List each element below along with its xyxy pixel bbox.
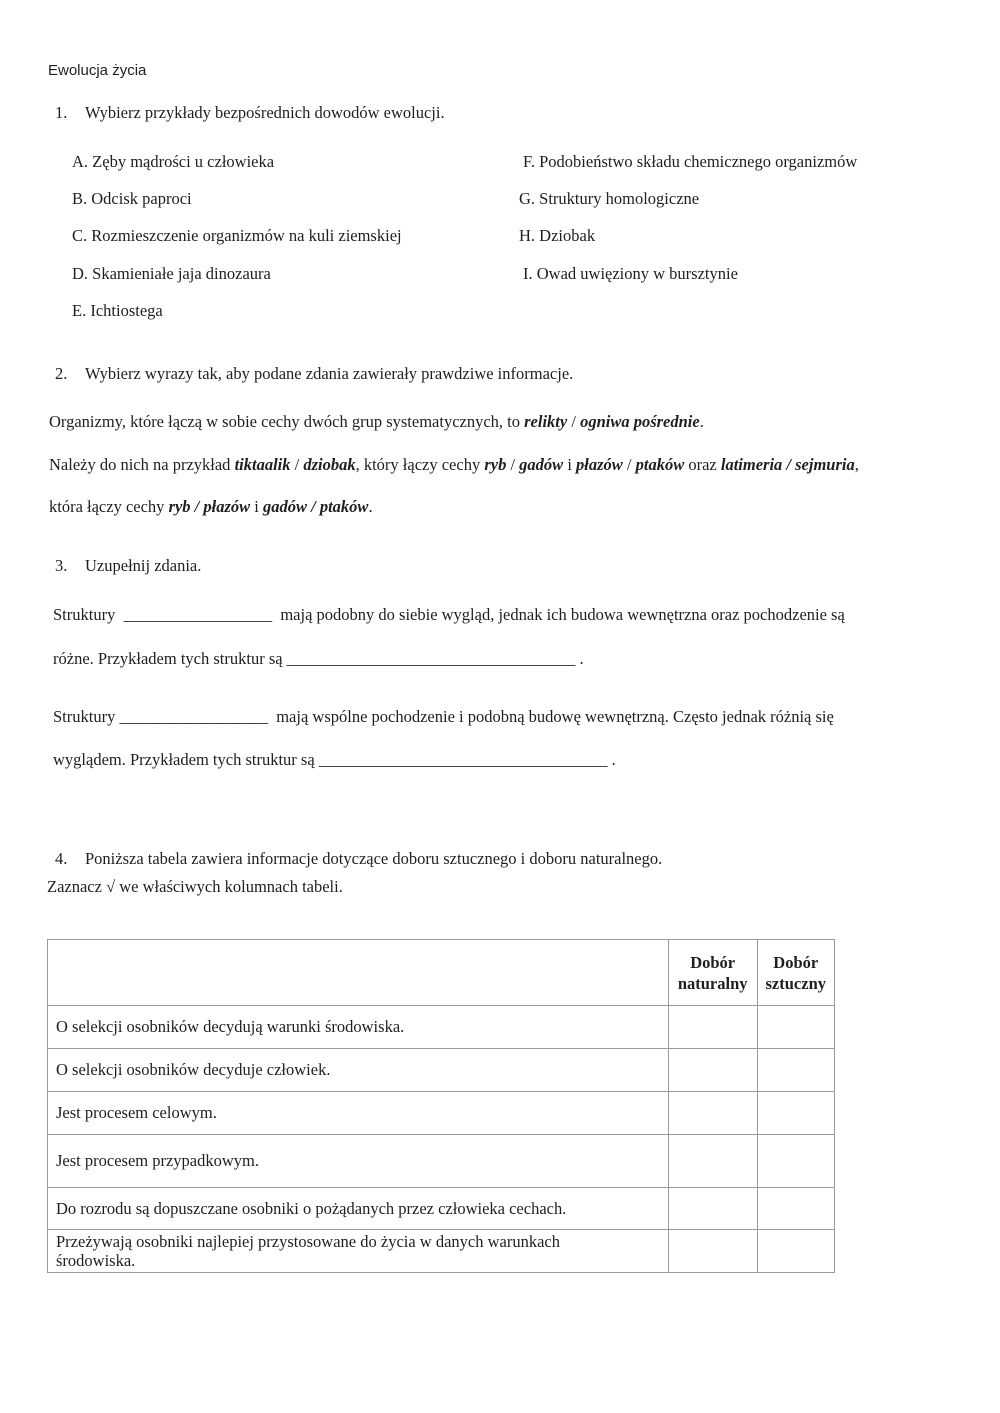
table-row	[48, 1230, 835, 1273]
checkbox-artificial[interactable]	[757, 1135, 834, 1188]
row-statement: Do rozrodu są dopuszczane osobniki o pożądanych przez człowieka cechach.	[48, 1188, 669, 1230]
checkbox-natural[interactable]	[668, 1230, 757, 1273]
choice-ryb[interactable]: ryb	[484, 455, 507, 474]
option-g[interactable]: G. Struktury homologiczne	[519, 189, 700, 208]
checkbox-natural[interactable]	[668, 1188, 757, 1230]
choice-gadow-ptakow[interactable]: gadów / ptaków	[263, 497, 369, 516]
q2-s2-text-2: , który łączy cechy	[355, 455, 485, 474]
table-row	[48, 1188, 835, 1230]
question-1-text: Wybierz przykłady bezpośrednich dowodów ewolucji.	[85, 103, 445, 122]
q2-s1-end: .	[699, 412, 704, 431]
q3-sentence-1b[interactable]: różne. Przykładem tych struktur są ___________________________________ .	[53, 649, 584, 668]
choice-dziobak[interactable]: dziobak	[303, 455, 356, 474]
option-i[interactable]: I. Owad uwięziony w bursztynie	[523, 264, 738, 283]
q2-s1-separator: /	[567, 412, 581, 431]
q2-s3-end: .	[368, 497, 373, 516]
q3-sentence-2a[interactable]: Struktury __________________ mają wspólne pochodzenie i podobną budowę wewnętrzną. Często jednak różnią się	[53, 707, 834, 726]
choice-plazow[interactable]: płazów	[576, 455, 623, 474]
q2-sentence-2	[49, 455, 859, 475]
col-artificial-line-2: sztuczny	[765, 973, 826, 993]
table-row	[48, 1135, 835, 1188]
col-natural-selection	[668, 940, 757, 1006]
row-statement-line-1: Przeżywają osobniki najlepiej przystosowane do życia w danych warunkach	[56, 1232, 560, 1251]
selection-table	[47, 939, 835, 1273]
choice-latimeria-sejmuria[interactable]: latimeria / sejmuria	[720, 455, 855, 474]
question-2	[55, 364, 573, 384]
table-row	[48, 1092, 835, 1135]
page-title: Ewolucja życia	[48, 62, 147, 79]
q2-s2-separator-3: /	[622, 455, 636, 474]
option-e[interactable]: E. Ichtiostega	[72, 301, 163, 320]
option-b[interactable]: B. Odcisk paproci	[72, 189, 192, 208]
choice-tiktaalik[interactable]: tiktaalik	[234, 455, 291, 474]
q2-s2-separator-1: /	[290, 455, 304, 474]
question-4	[55, 849, 662, 869]
row-statement: O selekcji osobników decyduje człowiek.	[48, 1049, 669, 1092]
table-row	[48, 1049, 835, 1092]
q2-s1-text: Organizmy, które łączą w sobie cechy dwóch grup systematycznych, to	[49, 412, 525, 431]
question-3-number: 3.	[55, 556, 68, 575]
q2-s3-text-1: która łączy cechy	[49, 497, 169, 516]
table-row	[48, 1006, 835, 1049]
row-statement	[48, 1230, 669, 1273]
option-h[interactable]: H. Dziobak	[519, 226, 596, 245]
q3-sentence-1a[interactable]: Struktury __________________ mają podobny do siebie wygląd, jednak ich budowa wewnętrzna oraz pochodzenie są	[53, 605, 845, 624]
checkbox-natural[interactable]	[668, 1092, 757, 1135]
option-c[interactable]: C. Rozmieszczenie organizmów na kuli ziemskiej	[72, 226, 402, 245]
q2-sentence-3	[49, 497, 373, 517]
col-natural-line-1: Dobór	[690, 952, 736, 972]
question-4-number: 4.	[55, 849, 68, 868]
checkbox-artificial[interactable]	[757, 1188, 834, 1230]
table-header-row	[48, 940, 835, 1006]
option-f[interactable]: F. Podobieństwo składu chemicznego organizmów	[523, 152, 858, 171]
option-d[interactable]: D. Skamieniałe jaja dinozaura	[72, 264, 271, 283]
table-header-empty	[48, 940, 669, 1006]
choice-ogniwa-posrednie[interactable]: ogniwa pośrednie	[580, 412, 700, 431]
question-1	[55, 103, 445, 123]
checkbox-natural[interactable]	[668, 1049, 757, 1092]
col-artificial-line-1: Dobór	[773, 952, 819, 972]
checkbox-artificial[interactable]	[757, 1006, 834, 1049]
checkbox-natural[interactable]	[668, 1006, 757, 1049]
checkbox-artificial[interactable]	[757, 1230, 834, 1273]
option-a[interactable]: A. Zęby mądrości u człowieka	[72, 152, 275, 171]
col-artificial-selection	[757, 940, 834, 1006]
q2-s2-text-4: oraz	[684, 455, 721, 474]
question-3-text: Uzupełnij zdania.	[85, 556, 202, 575]
question-3	[55, 556, 201, 576]
row-statement: O selekcji osobników decydują warunki środowiska.	[48, 1006, 669, 1049]
q2-s3-text-2: i	[250, 497, 263, 516]
q2-s2-end: ,	[854, 455, 859, 474]
q2-s2-text-3: i	[563, 455, 577, 474]
question-2-text: Wybierz wyrazy tak, aby podane zdania zawierały prawdziwe informacje.	[85, 364, 574, 383]
checkbox-artificial[interactable]	[757, 1092, 834, 1135]
choice-gadow[interactable]: gadów	[519, 455, 564, 474]
q3-sentence-2b[interactable]: wyglądem. Przykładem tych struktur są ___________________________________ .	[53, 750, 616, 769]
q2-s2-separator-2: /	[506, 455, 520, 474]
question-1-number: 1.	[55, 103, 68, 122]
question-4-text: Poniższa tabela zawiera informacje dotyczące doboru sztucznego i doboru naturalnego.	[85, 849, 663, 868]
row-statement-line-2: środowiska.	[56, 1251, 136, 1270]
row-statement: Jest procesem przypadkowym.	[48, 1135, 669, 1188]
col-natural-line-2: naturalny	[677, 973, 748, 993]
q2-sentence-1	[49, 412, 704, 432]
checkbox-natural[interactable]	[668, 1135, 757, 1188]
row-statement: Jest procesem celowym.	[48, 1092, 669, 1135]
choice-ptakow[interactable]: ptaków	[635, 455, 685, 474]
checkbox-artificial[interactable]	[757, 1049, 834, 1092]
question-4-instruction: Zaznacz √ we właściwych kolumnach tabeli.	[47, 877, 343, 896]
choice-relikty[interactable]: relikty	[524, 412, 568, 431]
q2-s2-text-1: Należy do nich na przykład	[49, 455, 235, 474]
question-2-number: 2.	[55, 364, 68, 383]
choice-ryb-plazow[interactable]: ryb / płazów	[168, 497, 251, 516]
